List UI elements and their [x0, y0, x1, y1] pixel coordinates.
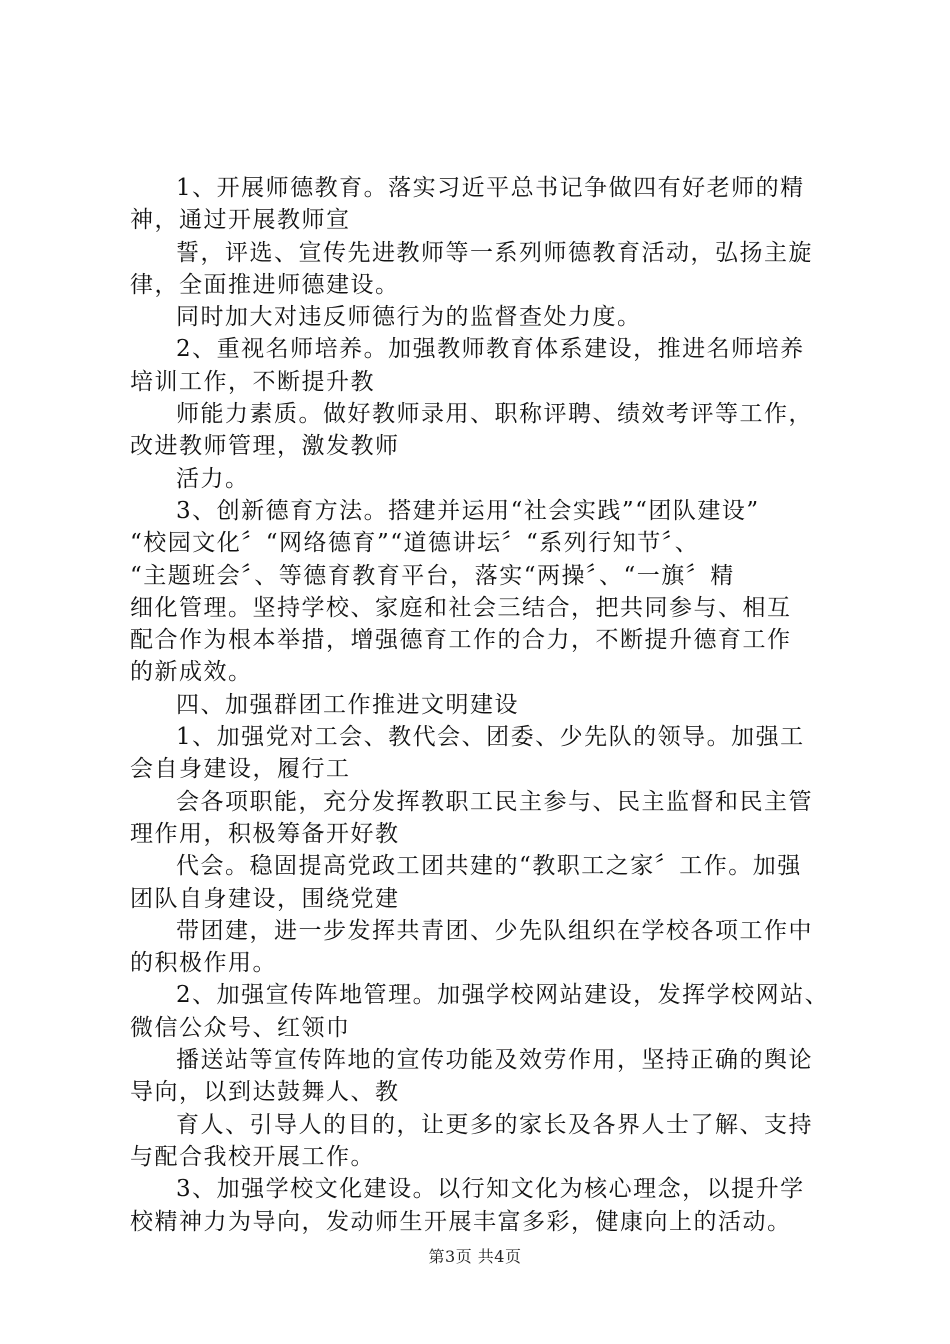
text-line: 1、加强党对工会、教代会、团委、少先队的领导。加强工	[176, 724, 805, 751]
text-line: 改进教师管理，激发教师	[130, 433, 400, 460]
text-line: 3、创新德育方法。搭建并运用“社会实践”“团队建设”	[176, 497, 760, 524]
text-line: 育人、引导人的目的，让更多的家长及各界人士了解、支持	[176, 1111, 813, 1138]
text-line: 带团建，进一步发挥共青团、少先队组织在学校各项工作中	[176, 917, 813, 944]
text-line: 3、加强学校文化建设。以行知文化为核心理念，以提升学	[176, 1176, 805, 1203]
text-line: 四、加强群团工作推进文明建设	[176, 691, 519, 718]
text-line: 2、加强宣传阵地管理。加强学校网站建设，发挥学校网站、	[176, 982, 830, 1009]
document-body	[130, 172, 835, 1238]
text-line: 理作用，积极筹备开好教	[130, 820, 400, 847]
text-line: “主题班会〞、等德育教育平台，落实“两操〞、“一旗〞精	[130, 562, 735, 589]
text-line: 的新成效。	[130, 659, 253, 686]
text-line: 细化管理。坚持学校、家庭和社会三结合，把共同参与、相互	[130, 594, 792, 621]
text-line: 同时加大对违反师德行为的监督查处力度。	[176, 304, 642, 331]
text-line: “校园文化〞“网络德育”“道德讲坛〞“系列行知节〞、	[130, 530, 700, 557]
text-line: 导向，以到达鼓舞人、教	[130, 1079, 400, 1106]
text-line: 培训工作，不断提升教	[130, 368, 375, 395]
text-line: 会各项职能，充分发挥教职工民主参与、民主监督和民主管	[176, 788, 813, 815]
text-line: 团队自身建设，围绕党建	[130, 885, 400, 912]
text-line: 播送站等宣传阵地的宣传功能及效劳作用，坚持正确的舆论	[176, 1047, 813, 1074]
text-line: 代会。稳固提高党政工团共建的“教职工之家〞工作。加强	[176, 853, 802, 880]
text-line: 校精神力为导向，发动师生开展丰富多彩，健康向上的活动。	[130, 1208, 792, 1235]
page-footer: 第3页 共4页	[428, 1247, 522, 1266]
text-line: 活力。	[176, 465, 250, 492]
text-line: 师能力素质。做好教师录用、职称评聘、绩效考评等工作，	[176, 401, 813, 428]
text-line: 律，全面推进师德建设。	[130, 271, 400, 298]
text-line: 配合作为根本举措，增强德育工作的合力，不断提升德育工作	[130, 627, 792, 654]
text-line: 的积极作用。	[130, 950, 277, 977]
text-line: 神，通过开展教师宣	[130, 207, 351, 234]
text-line: 与配合我校开展工作。	[130, 1143, 375, 1170]
text-line: 2、重视名师培养。加强教师教育体系建设，推进名师培养	[176, 336, 805, 363]
text-line: 会自身建设，履行工	[130, 756, 351, 783]
text-line: 1、开展师德教育。落实习近平总书记争做四有好老师的精	[176, 175, 805, 201]
text-line: 誓，评选、宣传先进教师等一系列师德教育活动，弘扬主旋	[176, 239, 813, 266]
text-line: 微信公众号、红领巾	[130, 1014, 351, 1041]
